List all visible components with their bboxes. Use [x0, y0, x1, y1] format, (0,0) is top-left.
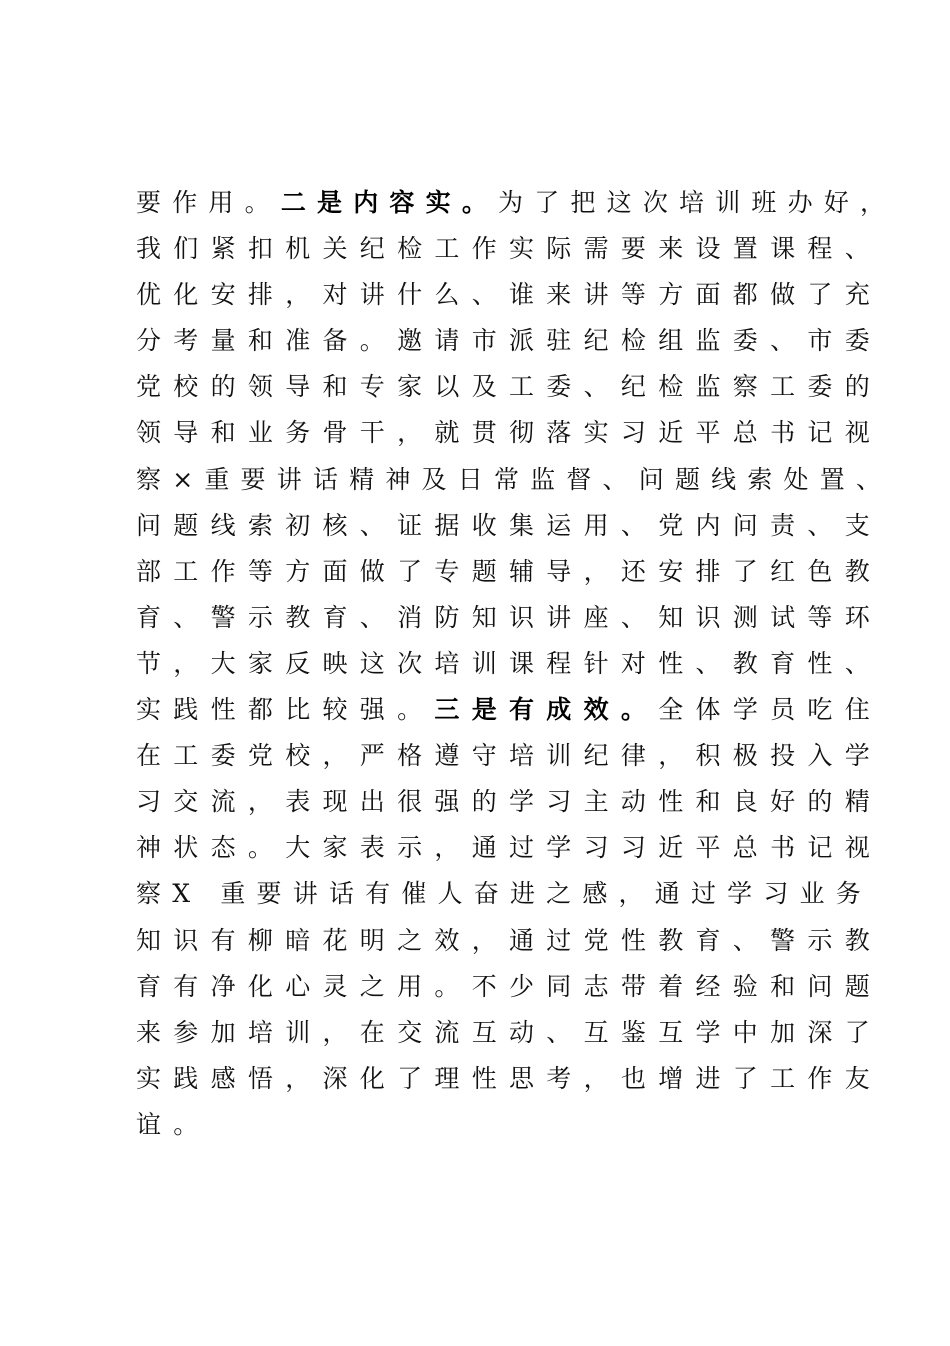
text-line: [136, 641, 883, 687]
text-line: [136, 687, 883, 733]
body-text: [136, 180, 897, 1148]
text-run: 实践感悟，深化了理性思考，也增进了工作友: [136, 1063, 883, 1093]
text-line: [136, 457, 893, 503]
text-line: [136, 779, 883, 825]
text-line: [136, 503, 883, 549]
text-line: [136, 733, 883, 779]
text-line: [136, 318, 883, 364]
text-run: 分考量和准备。邀请市派驻纪检组监委、市委: [136, 326, 883, 356]
text-line: [136, 549, 883, 595]
text-line: [136, 272, 883, 318]
text-run: 问题线索初核、证据收集运用、党内问责、支: [136, 510, 883, 540]
highlight-text: 三是有成效。: [434, 695, 659, 725]
text-line: [136, 964, 883, 1010]
text-run: 习交流，表现出很强的学习主动性和良好的精: [136, 787, 883, 817]
text-run: 察×重要讲话精神及日常监督、问题线索处置、: [136, 464, 893, 494]
text-line: [136, 825, 883, 871]
text-line: [136, 871, 872, 917]
text-line: [136, 1102, 856, 1148]
text-run: 为了把这次培训班办好，: [498, 188, 897, 217]
text-line: [136, 918, 883, 964]
text-line: [136, 226, 883, 272]
text-run: 育、警示教育、消防知识讲座、知识测试等环: [136, 602, 883, 632]
highlight-text: 二是内容实。: [280, 188, 499, 217]
text-run: 全体学员吃住: [658, 695, 883, 725]
text-run: 在工委党校，严格遵守培训纪律，积极投入学: [136, 741, 883, 771]
text-run: 节，大家反映这次培训课程针对性、教育性、: [136, 648, 883, 678]
text-run: 来参加培训，在交流互动、互鉴互学中加深了: [136, 1017, 883, 1047]
text-run: 神状态。大家表示，通过学习习近平总书记视: [136, 833, 883, 863]
text-line: [136, 1010, 883, 1056]
text-run: 知识有柳暗花明之效，通过党性教育、警示教: [136, 925, 883, 955]
text-line: [136, 364, 883, 410]
text-run: 部工作等方面做了专题辅导，还安排了红色教: [136, 556, 883, 586]
text-run: 要作用。: [136, 188, 281, 217]
text-run: 察X 重要讲话有催人奋进之感，通过学习业务: [136, 879, 872, 909]
text-run: 优化安排，对讲什么、谁来讲等方面都做了充: [136, 280, 883, 310]
text-line: [136, 180, 897, 226]
text-line: [136, 410, 883, 456]
text-line: [136, 595, 883, 641]
text-run: 实践性都比较强。: [136, 695, 435, 725]
text-run: 党校的领导和专家以及工委、纪检监察工委的: [136, 372, 883, 402]
text-line: [136, 1056, 883, 1102]
text-run: 谊。: [136, 1109, 211, 1139]
text-run: 领导和业务骨干，就贯彻落实习近平总书记视: [136, 418, 883, 448]
text-run: 我们紧扣机关纪检工作实际需要来设置课程、: [136, 234, 883, 264]
text-run: 育有净化心灵之用。不少同志带着经验和问题: [136, 971, 883, 1001]
